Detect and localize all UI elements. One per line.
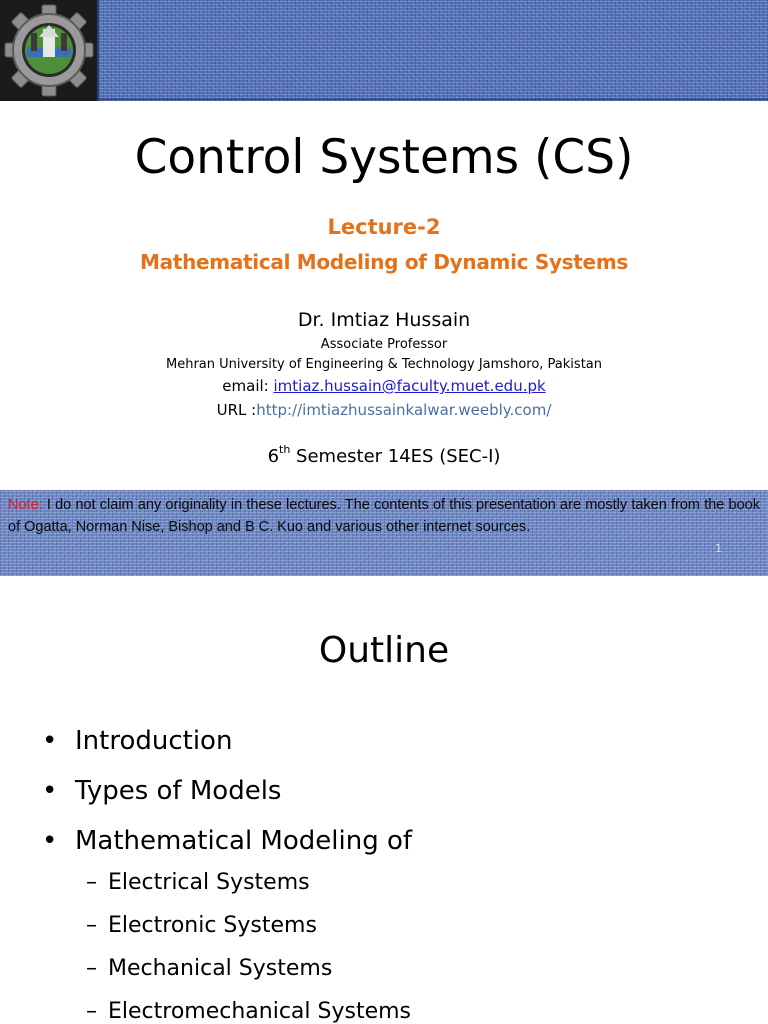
email-line	[0, 376, 768, 396]
university-logo	[0, 0, 97, 101]
list-item	[42, 766, 742, 816]
url-label: URL :	[216, 401, 257, 419]
semester-suffix: th	[279, 443, 291, 456]
outline-bullets	[42, 716, 742, 866]
bullet-text: Introduction	[75, 726, 233, 756]
note-label: Note:	[8, 497, 43, 513]
bullet-text: Mathematical Modeling of	[75, 826, 413, 856]
semester-info	[0, 439, 768, 470]
disclaimer-note	[0, 490, 768, 576]
note-text: I do not claim any originality in these lectures. The contents of this presentation are mostly taken from the book of Ogatta, Norman Nise, Bishop and B C. Kuo and various other internet sources.	[8, 497, 760, 535]
university-name: Mehran University of Engineering & Technology Jamshoro, Pakistan	[165, 357, 602, 372]
dash-glyph: –	[86, 956, 97, 981]
dash-glyph: –	[86, 913, 97, 938]
email-label: email:	[222, 377, 274, 395]
list-item	[42, 716, 742, 766]
list-item	[42, 816, 742, 866]
presentation-title: Control Systems (CS)	[134, 130, 634, 185]
sub-bullet-text: Electromechanical Systems	[108, 999, 412, 1024]
bullet-glyph: •	[42, 826, 58, 856]
author-name: Dr. Imtiaz Hussain	[297, 309, 471, 331]
sub-bullet-text: Electronic Systems	[108, 913, 317, 938]
lecture-number: Lecture-2	[327, 215, 441, 239]
semester-number: 6	[267, 446, 280, 467]
list-item	[86, 990, 746, 1024]
bullet-glyph: •	[42, 726, 58, 756]
page-number: 1	[715, 542, 722, 555]
dash-glyph: –	[86, 999, 97, 1024]
lecture-subtitle: Mathematical Modeling of Dynamic Systems	[140, 250, 628, 274]
list-item	[86, 861, 746, 904]
email-link[interactable]: imtiaz.hussain@faculty.muet.edu.pk	[273, 377, 546, 395]
list-item	[86, 904, 746, 947]
author-role: Associate Professor	[320, 337, 448, 352]
slide-outline	[0, 578, 768, 1024]
list-item	[86, 947, 746, 990]
note-paragraph	[8, 494, 760, 538]
sub-bullet-text: Mechanical Systems	[108, 956, 333, 981]
outline-sub-bullets	[86, 861, 746, 1024]
outline-title: Outline	[318, 630, 450, 671]
url-line	[0, 400, 768, 420]
bullet-glyph: •	[42, 776, 58, 806]
header-banner	[97, 0, 768, 101]
dash-glyph: –	[86, 870, 97, 895]
semester-text: Semester 14ES (SEC-I)	[290, 446, 501, 467]
url-link[interactable]: http://imtiazhussainkalwar.weebly.com/	[256, 401, 552, 419]
bullet-text: Types of Models	[75, 776, 282, 806]
sub-bullet-text: Electrical Systems	[108, 870, 310, 895]
gear-logo-icon	[3, 3, 95, 98]
